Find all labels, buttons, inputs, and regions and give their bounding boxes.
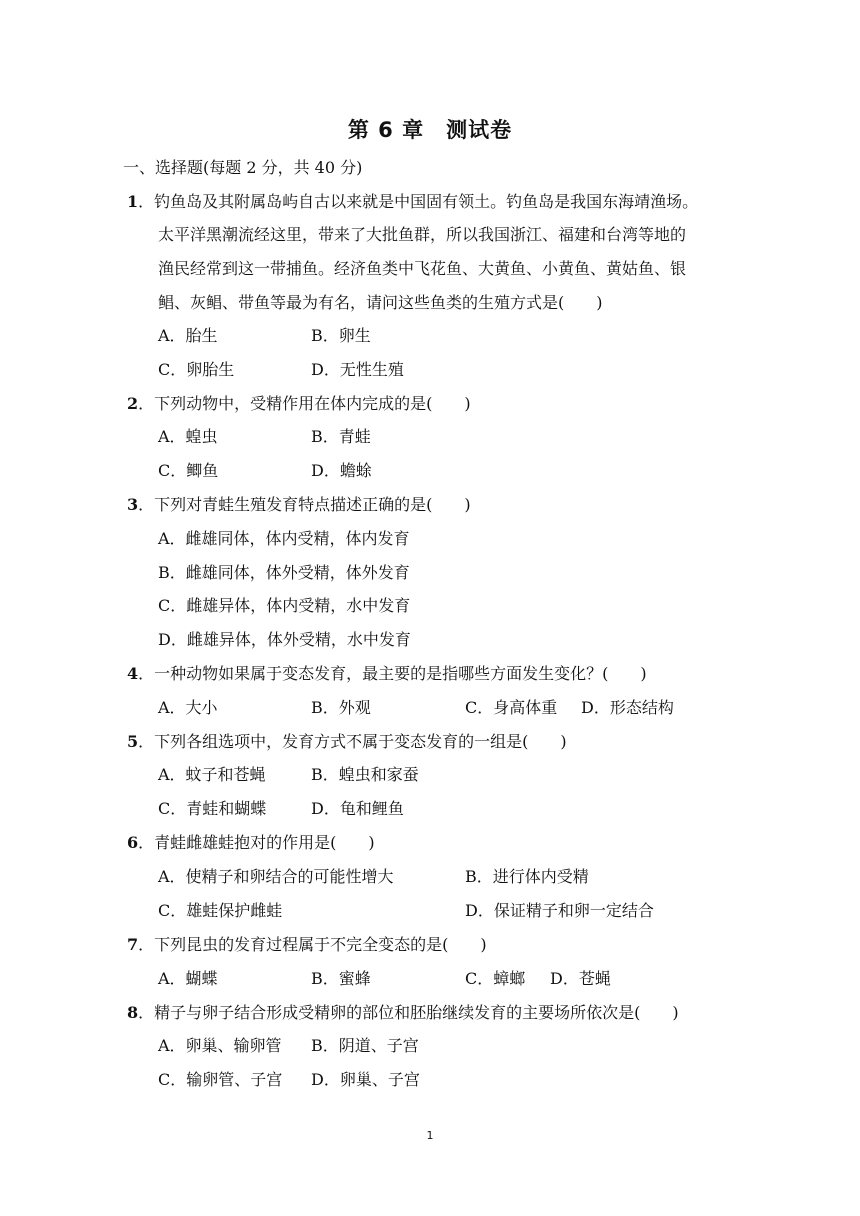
option-c: C．青蛙和蝴蝶 [158, 799, 267, 818]
question-text: 下列各组选项中，发育方式不属于变态发育的一组是( ) [154, 732, 567, 751]
option-d: D．雌雄异体，体外受精，水中发育 [158, 630, 411, 649]
question-2 [127, 391, 471, 414]
option-b: B．外观 [311, 698, 371, 717]
option-d: D．卵巢、子宫 [311, 1070, 420, 1089]
option-c: C．卵胎生 [158, 360, 235, 379]
question-text: 一种动物如果属于变态发育，最主要的是指哪些方面发生变化？( ) [154, 664, 647, 683]
question-3 [127, 492, 471, 515]
question-num-sep: ． [138, 192, 155, 211]
question-text-line: 鲳、灰鲳、带鱼等最为有名，请问这些鱼类的生殖方式是( ) [158, 293, 603, 312]
question-number: 8 [127, 1003, 139, 1022]
question-text: 青蛙雌雄蛙抱对的作用是( ) [154, 833, 375, 852]
option-b: B．蝗虫和家蚕 [311, 765, 419, 784]
option-d: D．保证精子和卵一定结合 [465, 901, 654, 920]
question-text: 下列昆虫的发育过程属于不完全变态的是( ) [154, 935, 487, 954]
option-a: A．雌雄同体，体内受精，体内发育 [158, 529, 410, 548]
option-c: C．蟑螂 [465, 969, 526, 988]
option-a: A．蝗虫 [158, 427, 218, 446]
option-a: A．卵巢、输卵管 [158, 1036, 282, 1055]
question-number: 2 [127, 394, 139, 413]
question-7 [127, 932, 487, 955]
question-text-line: 太平洋黑潮流经这里，带来了大批鱼群，所以我国浙江、福建和台湾等地的 [158, 225, 687, 244]
question-num-sep: ． [138, 394, 155, 413]
question-number: 4 [127, 664, 139, 683]
page-number: 1 [426, 1129, 434, 1142]
question-8 [127, 1000, 679, 1023]
option-d: D．龟和鲤鱼 [311, 799, 404, 818]
question-number: 1 [127, 192, 139, 211]
option-c: C．雄蛙保护雌蛙 [158, 901, 283, 920]
option-a: A．大小 [158, 698, 218, 717]
option-b: B．蜜蜂 [311, 969, 371, 988]
option-d: D．蟾蜍 [311, 461, 372, 480]
option-d: D．苍蝇 [550, 969, 611, 988]
option-a: A．使精子和卵结合的可能性增大 [158, 867, 394, 886]
question-text: 下列动物中，受精作用在体内完成的是( ) [154, 394, 471, 413]
question-number: 7 [127, 935, 139, 954]
option-b: B．雌雄同体，体外受精，体外发育 [158, 563, 410, 582]
question-text: 精子与卵子结合形成受精卵的部位和胚胎继续发育的主要场所依次是( ) [154, 1003, 679, 1022]
option-c: C．鲫鱼 [158, 461, 219, 480]
option-c: C．身高体重 [465, 698, 558, 717]
option-b: B．青蛙 [311, 427, 371, 446]
question-num-sep: ． [138, 732, 155, 751]
option-a: A．胎生 [158, 326, 218, 345]
option-d: D．无性生殖 [311, 360, 404, 379]
question-num-sep: ． [138, 1003, 155, 1022]
option-b: B．进行体内受精 [465, 867, 589, 886]
question-num-sep: ． [138, 664, 155, 683]
question-text: 钓鱼岛及其附属岛屿自古以来就是中国固有领土。钓鱼岛是我国东海靖渔场。 [154, 192, 699, 211]
question-number: 5 [127, 732, 139, 751]
question-num-sep: ． [138, 935, 155, 954]
question-6 [127, 830, 375, 853]
section-heading: 一、选择题(每题 2 分，共 40 分) [123, 158, 363, 177]
option-b: B．阴道、子宫 [311, 1036, 419, 1055]
question-text: 下列对青蛙生殖发育特点描述正确的是( ) [154, 495, 471, 514]
question-number: 6 [127, 833, 139, 852]
question-5 [127, 729, 567, 752]
option-b: B．卵生 [311, 326, 371, 345]
question-num-sep: ． [138, 495, 155, 514]
question-1 [127, 189, 698, 212]
question-num-sep: ． [138, 833, 155, 852]
question-text-line: 渔民经常到这一带捕鱼。经济鱼类中飞花鱼、大黄鱼、小黄鱼、黄姑鱼、银 [158, 259, 687, 278]
option-a: A．蝴蝶 [158, 969, 218, 988]
page-title: 第 6 章 测试卷 [347, 118, 513, 142]
option-c: C．输卵管、子宫 [158, 1070, 283, 1089]
option-a: A．蚊子和苍蝇 [158, 765, 266, 784]
question-4 [127, 661, 647, 684]
option-d: D．形态结构 [581, 698, 674, 717]
option-c: C．雌雄异体，体内受精，水中发育 [158, 596, 411, 615]
question-number: 3 [127, 495, 139, 514]
